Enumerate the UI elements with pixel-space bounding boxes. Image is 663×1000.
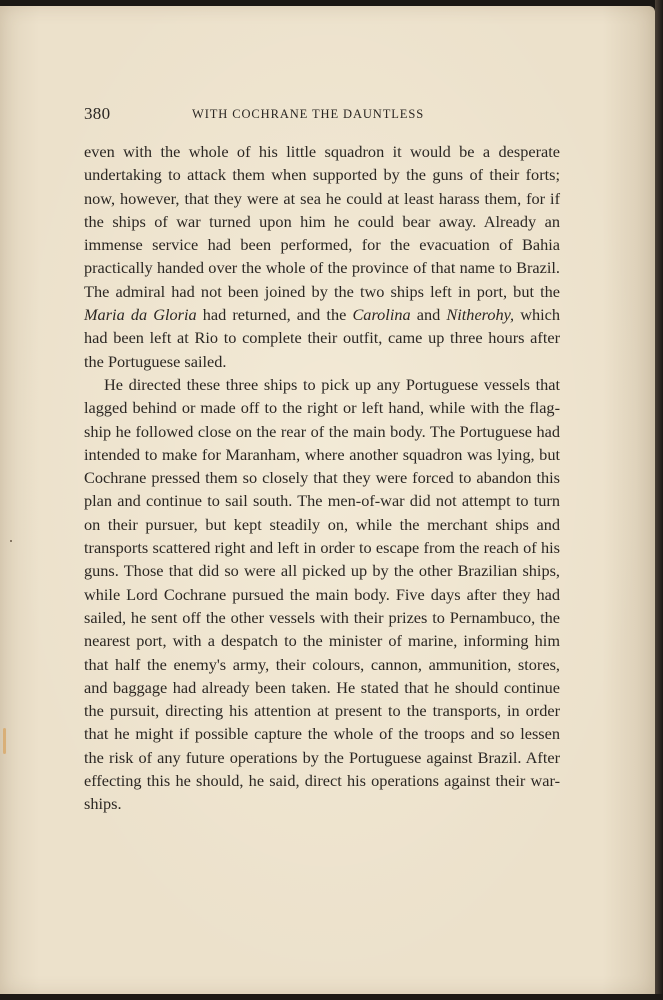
body-text [84, 140, 560, 816]
paragraph-1-text-1: even with the whole of his little squadron it would be a desperate undertaking to attack them when supported by the guns of their forts; now, however, that they were at sea he could at least harass them, for if the ships of war turned upon him he could bear away. Already an immense service had been performed, for the evacuation of Bahia practically handed over the whole of the province of that name to Brazil. The admiral had not been joined by the two ships left in port, but the [84, 142, 560, 301]
ship-name-carolina: Carolina [352, 305, 411, 325]
paragraph-2: He directed these three ships to pick up any Portuguese vessels that lagged behind or made off to the right or left hand, while with the flag-ship he followed close on the rear of the main body. The Portuguese had intended to make for Maranham, where another squadron was lying, but Cochrane pressed them so closely that they were forced to abandon this plan and continue to sail south. The men-of-war did not attempt to turn on their pursuer, but kept steadily on, while the merchant ships and transports scattered right and left in order to escape from the reach of his guns. Those that did so were all picked up by the other Brazilian ships, while Lord Cochrane pursued the main body. Five days after they had sailed, he sent off the other vessels with their prizes to Pernambuco, the nearest port, with a despatch to the minister of marine, informing him that half the enemy's army, their colours, cannon, ammunition, stores, and baggage had already been taken. He stated that he should continue the pursuit, directing his attention at present to the transports, in order that he might if possible capture the whole of the troops and so lessen the risk of any future operations by the Portuguese against Brazil. After effecting this he should, he said, direct his operations against their war-ships. [84, 374, 560, 814]
running-head: WITH COCHRANE THE DAUNTLESS [192, 107, 425, 121]
margin-mark [3, 728, 6, 754]
paragraph-1-text-2: had returned, and the [196, 305, 353, 325]
margin-speck [10, 540, 12, 542]
paragraph-1 [84, 140, 560, 373]
paragraph-1-text-4: which had been left at Rio to complete their outfit, came up three hours after the Portuguese sailed. [84, 305, 560, 371]
page-number: 380 [84, 104, 111, 123]
ship-name-maria-da-gloria: Maria da Gloria [84, 305, 197, 325]
page-right-edge [655, 0, 663, 1000]
ship-name-nitherohy: Nitherohy, [446, 305, 515, 325]
paragraph-1-text-3: and [410, 305, 447, 325]
page-bottom-edge [0, 994, 663, 1000]
page-header [84, 104, 560, 126]
